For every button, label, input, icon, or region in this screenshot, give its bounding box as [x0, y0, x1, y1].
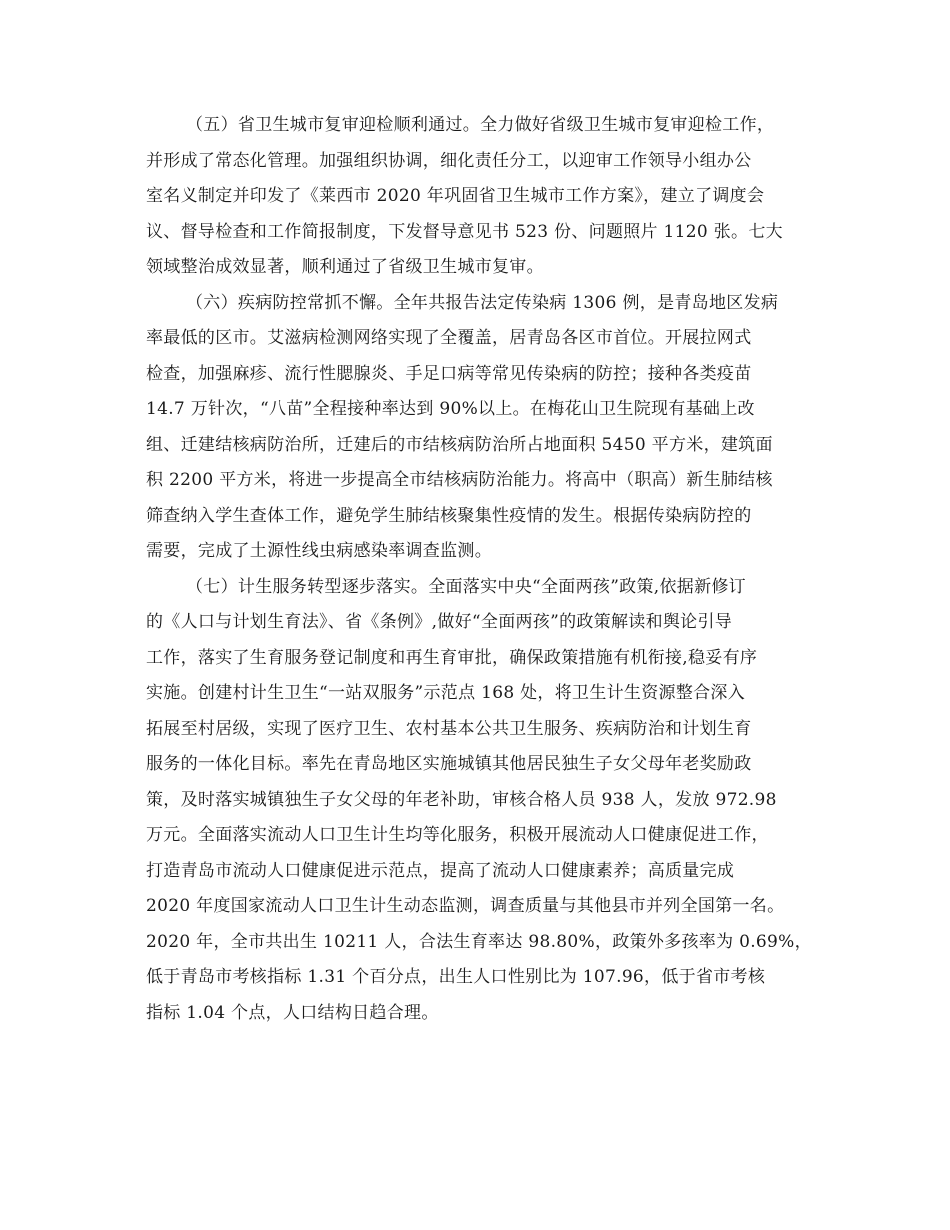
text-line: 打造青岛市流动人口健康促进示范点，提高了流动人口健康素养；高质量完成 [146, 860, 735, 881]
text-line: 2020 年度国家流动人口卫生计生动态监测，调查质量与其他县市并列全国第一名。 [146, 896, 785, 916]
text-line: 工作，落实了生育服务登记制度和再生育审批，确保政策措施有机衔接,稳妥有序 [146, 647, 758, 668]
text-line: 实施。创建村计生卫生“一站双服务”示范点 168 处，将卫生计生资源整合深入 [146, 683, 746, 703]
text-line: 组、迁建结核病防治所，迁建后的市结核病防治所占地面积 5450 平方米，建筑面 [146, 434, 773, 455]
text-line: 策，及时落实城镇独生子女父母的年老补助，审核合格人员 938 人，发放 972.98 [146, 789, 777, 810]
text-line: 积 2200 平方米，将进一步提高全市结核病防治能力。将高中（职高）新生肺结核 [146, 470, 773, 490]
text-line: 拓展至村居级，实现了医疗卫生、农村基本公共卫生服务、疾病防治和计划生育 [146, 718, 752, 739]
text-line: 需要，完成了土源性线虫病感染率调查监测。 [146, 541, 492, 561]
paragraph-section-7 [146, 570, 816, 1032]
text-line: 议、督导检查和工作简报制度，下发督导意见书 523 份、问题照片 1120 张。七大 [146, 221, 783, 242]
document-body [146, 108, 816, 1031]
text-line: 室名义制定并印发了《莱西市 2020 年巩固省卫生城市工作方案》，建立了调度会 [146, 186, 765, 206]
text-line: 并形成了常态化管理。加强组织协调，细化责任分工，以迎审工作领导小组办公 [146, 150, 752, 171]
paragraph-section-5 [146, 108, 816, 286]
text-line: 14.7 万针次，“八苗”全程接种率达到 90%以上。在梅花山卫生院现有基础上改 [146, 399, 755, 419]
text-line: 率最低的区市。艾滋病检测网络实现了全覆盖，居青岛各区市首位。开展拉网式 [146, 328, 752, 348]
text-line: 低于青岛市考核指标 1.31 个百分点，出生人口性别比为 107.96，低于省市考核 [146, 967, 766, 987]
text-line: （七）计生服务转型逐步落实。全面落实中央“全面两孩”政策,依据新修订 [186, 576, 746, 597]
text-line: 筛查纳入学生查体工作，避免学生肺结核聚集性疫情的发生。根据传染病防控的 [146, 505, 752, 526]
text-line: 领域整治成效显著，顺利通过了省级卫生城市复审。 [146, 257, 544, 277]
text-line: 万元。全面落实流动人口卫生计生均等化服务，积极开展流动人口健康促进工作， [146, 825, 769, 845]
text-line: 的《人口与计划生育法》、省《条例》,做好“全面两孩”的政策解读和舆论引导 [146, 612, 733, 632]
text-line: 服务的一体化目标。率先在青岛地区实施城镇其他居民独生子女父母年老奖励政 [146, 754, 752, 774]
paragraph-section-6 [146, 286, 816, 570]
text-line: 指标 1.04 个点，人口结构日趋合理。 [146, 1002, 439, 1023]
text-line: 检查，加强麻疹、流行性腮腺炎、手足口病等常见传染病的防控；接种各类疫苗 [146, 363, 752, 384]
text-line: 2020 年，全市共出生 10211 人，合法生育率达 98.80%，政策外多孩率为 0.69%， [146, 931, 812, 952]
text-line: （五）省卫生城市复审迎检顺利通过。全力做好省级卫生城市复审迎检工作， [186, 115, 775, 135]
text-line: （六）疾病防控常抓不懈。全年共报告法定传染病 1306 例，是青岛地区发病 [186, 292, 779, 313]
